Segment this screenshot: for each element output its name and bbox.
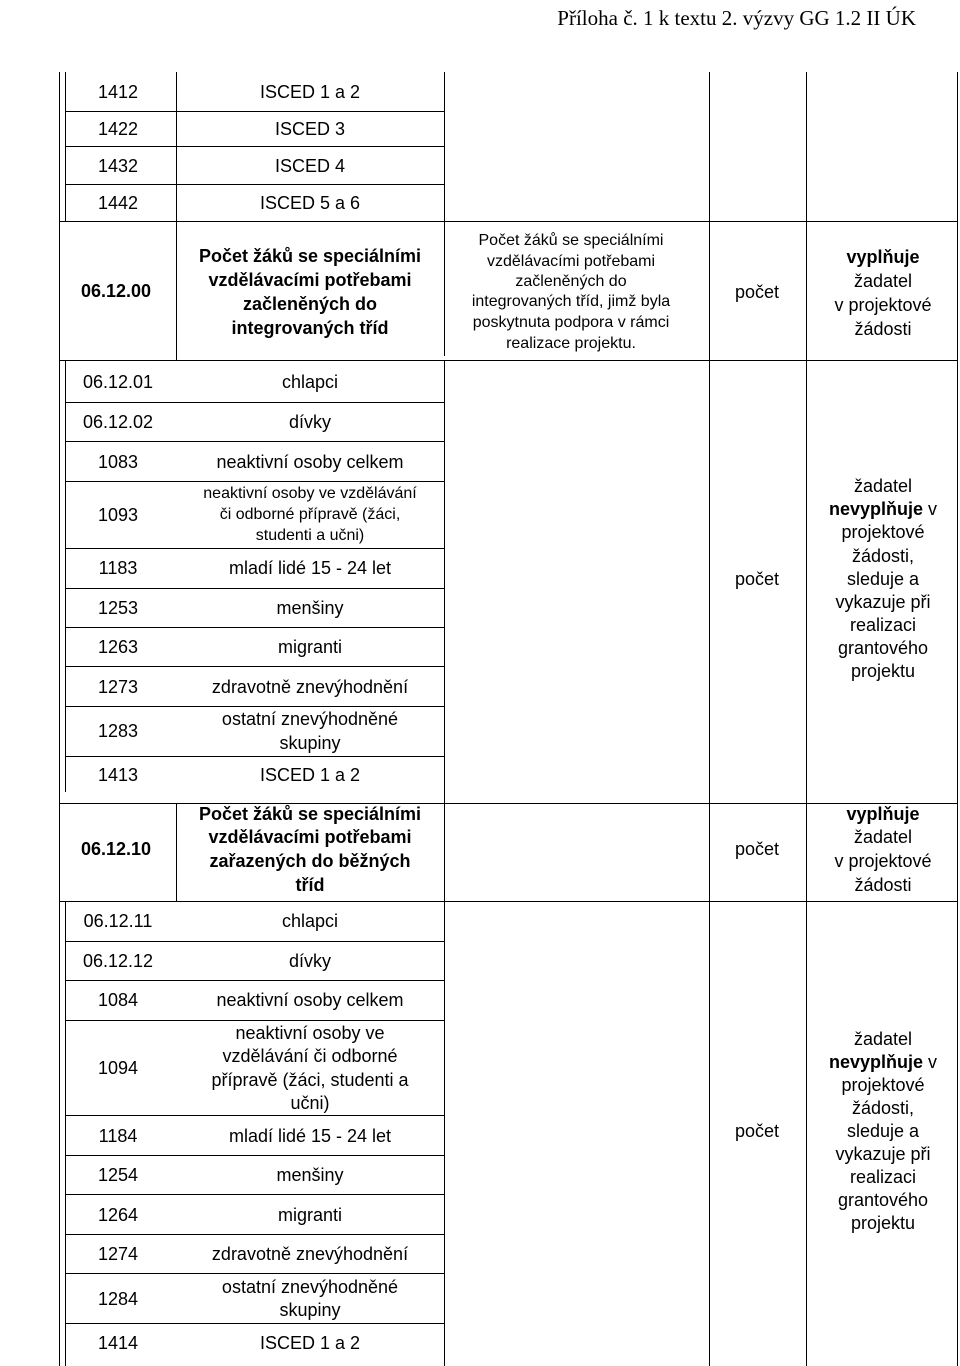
nofill-note-v: v — [923, 1052, 938, 1072]
sub-code: 06.12.01 — [82, 372, 154, 392]
nofill-note-line: grantového — [837, 1190, 929, 1210]
row-label: ISCED 5 a 6 — [259, 193, 361, 213]
section-code: 06.12.00 — [80, 281, 152, 301]
sub-code: 06.12.11 — [83, 911, 153, 931]
row-label: ISCED 4 — [274, 156, 346, 176]
section-title-line: Počet žáků se speciálními — [198, 804, 422, 824]
row-label: migranti — [277, 1205, 343, 1225]
row-label-line: neaktivní osoby ve vzdělávání — [203, 485, 417, 502]
unit-label: počet — [734, 839, 780, 859]
section-description-line: integrovaných tříd, jimž byla — [471, 293, 671, 310]
nofill-note-line: projektové — [841, 522, 925, 542]
fill-note-line: v projektové — [834, 295, 932, 315]
section-description-line: realizace projektu. — [506, 335, 636, 352]
row-label-line: skupiny — [279, 1300, 341, 1320]
nofill-note-bold: nevyplňuje — [828, 1052, 924, 1072]
row-label: mladí lidé 15 - 24 let — [228, 1126, 392, 1146]
fill-note-line: žadatel — [853, 827, 913, 847]
nofill-note-line — [829, 1051, 937, 1073]
row-label-line: ostatní znevýhodněné — [221, 1277, 399, 1297]
row-label-line: neaktivní osoby ve — [235, 1023, 385, 1043]
row-code: 1264 — [97, 1205, 139, 1225]
nofill-note-line: žádosti, — [851, 546, 915, 566]
nofill-note-line: žádosti, — [851, 1098, 915, 1118]
row-code: 1184 — [98, 1126, 138, 1146]
fill-note-line: žádosti — [854, 319, 912, 339]
sub-label: chlapci — [281, 372, 339, 392]
row-code: 1284 — [97, 1289, 139, 1309]
row-code: 1422 — [97, 119, 139, 139]
row-code: 1083 — [97, 452, 139, 472]
nofill-note-v: v — [923, 499, 938, 519]
sub-label: dívky — [288, 412, 332, 432]
nofill-note-line: vykazuje při — [835, 1144, 931, 1164]
unit-label: počet — [734, 282, 780, 302]
row-code: 1093 — [97, 505, 139, 525]
nofill-note-line: projektu — [850, 661, 916, 681]
row-label: ISCED 1 a 2 — [259, 82, 361, 102]
row-label: ISCED 1 a 2 — [259, 1333, 361, 1353]
section-title-line: vzdělávacími potřebami — [208, 827, 412, 847]
row-code: 1283 — [97, 721, 139, 741]
row-label: ISCED 3 — [274, 119, 346, 139]
nofill-note-line: sleduje a — [846, 1121, 920, 1141]
fill-note-line: žadatel — [853, 271, 913, 291]
section-description-line: začleněných do — [515, 273, 627, 290]
fill-note-line: v projektové — [834, 851, 932, 871]
sub-label: chlapci — [281, 911, 339, 931]
section-description-line: poskytnuta podpora v rámci — [472, 314, 670, 331]
row-label: mladí lidé 15 - 24 let — [228, 558, 392, 578]
nofill-note-line: sleduje a — [846, 569, 920, 589]
nofill-note-line: žadatel — [853, 476, 913, 496]
page-header: Příloha č. 1 k textu 2. výzvy GG 1.2 II ÚK — [557, 6, 916, 30]
fill-note-bold: vyplňuje — [846, 804, 920, 824]
row-label: neaktivní osoby celkem — [216, 990, 404, 1010]
row-code: 1254 — [97, 1165, 139, 1185]
row-label-line: ostatní znevýhodněné — [221, 709, 399, 729]
row-code: 1414 — [97, 1333, 139, 1353]
section-description-line: Počet žáků se speciálními — [478, 232, 664, 249]
row-code: 1273 — [97, 677, 139, 697]
row-label-line: skupiny — [279, 733, 341, 753]
section-title-line: integrovaných tříd — [231, 318, 389, 338]
sub-code: 06.12.12 — [82, 951, 154, 971]
fill-note-bold: vyplňuje — [846, 247, 920, 267]
row-label-line: vzdělávání či odborné — [222, 1046, 398, 1066]
row-code: 1413 — [97, 765, 139, 785]
row-code: 1442 — [97, 193, 139, 213]
nofill-note-line — [829, 498, 937, 520]
section-title-line: začleněných do — [242, 294, 378, 314]
section-title-line: vzdělávacími potřebami — [208, 270, 412, 290]
row-code: 1412 — [97, 82, 139, 102]
row-label: menšiny — [276, 598, 344, 618]
section-description-line: vzdělávacími potřebami — [486, 253, 656, 270]
nofill-note-line: realizaci — [849, 1167, 917, 1187]
nofill-note-line: realizaci — [849, 615, 917, 635]
row-code: 1084 — [97, 990, 139, 1010]
nofill-note-line: žadatel — [853, 1029, 913, 1049]
row-label: zdravotně znevýhodnění — [211, 1244, 409, 1264]
row-label: menšiny — [276, 1165, 344, 1185]
section-code: 06.12.10 — [80, 839, 152, 859]
row-code: 1253 — [97, 598, 139, 618]
row-label-line: přípravě (žáci, studenti a — [211, 1070, 409, 1090]
row-label: ISCED 1 a 2 — [259, 765, 361, 785]
section-title-line: zařazených do běžných — [209, 851, 411, 871]
nofill-note-line: projektové — [841, 1075, 925, 1095]
nofill-note-line: grantového — [837, 638, 929, 658]
sub-label: dívky — [288, 951, 332, 971]
row-code: 1094 — [97, 1058, 139, 1078]
row-code: 1263 — [97, 637, 139, 657]
fill-note-line: žádosti — [854, 875, 912, 895]
row-label-line: či odborné přípravě (žáci, — [219, 506, 401, 523]
section-title-line: tříd — [295, 875, 325, 895]
nofill-note-line: projektu — [850, 1213, 916, 1233]
row-label: neaktivní osoby celkem — [216, 452, 404, 472]
row-code: 1183 — [98, 558, 138, 578]
unit-label: počet — [734, 1121, 780, 1141]
unit-label: počet — [734, 569, 780, 589]
row-label: migranti — [277, 637, 343, 657]
row-code: 1274 — [97, 1244, 139, 1264]
nofill-note-line: vykazuje při — [835, 592, 931, 612]
row-label: zdravotně znevýhodnění — [211, 677, 409, 697]
row-label-line: studenti a učni) — [255, 527, 365, 544]
section-title-line: Počet žáků se speciálními — [198, 246, 422, 266]
row-label-line: učni) — [290, 1093, 330, 1113]
sub-code: 06.12.02 — [82, 412, 154, 432]
row-code: 1432 — [97, 156, 139, 176]
nofill-note-bold: nevyplňuje — [828, 499, 924, 519]
